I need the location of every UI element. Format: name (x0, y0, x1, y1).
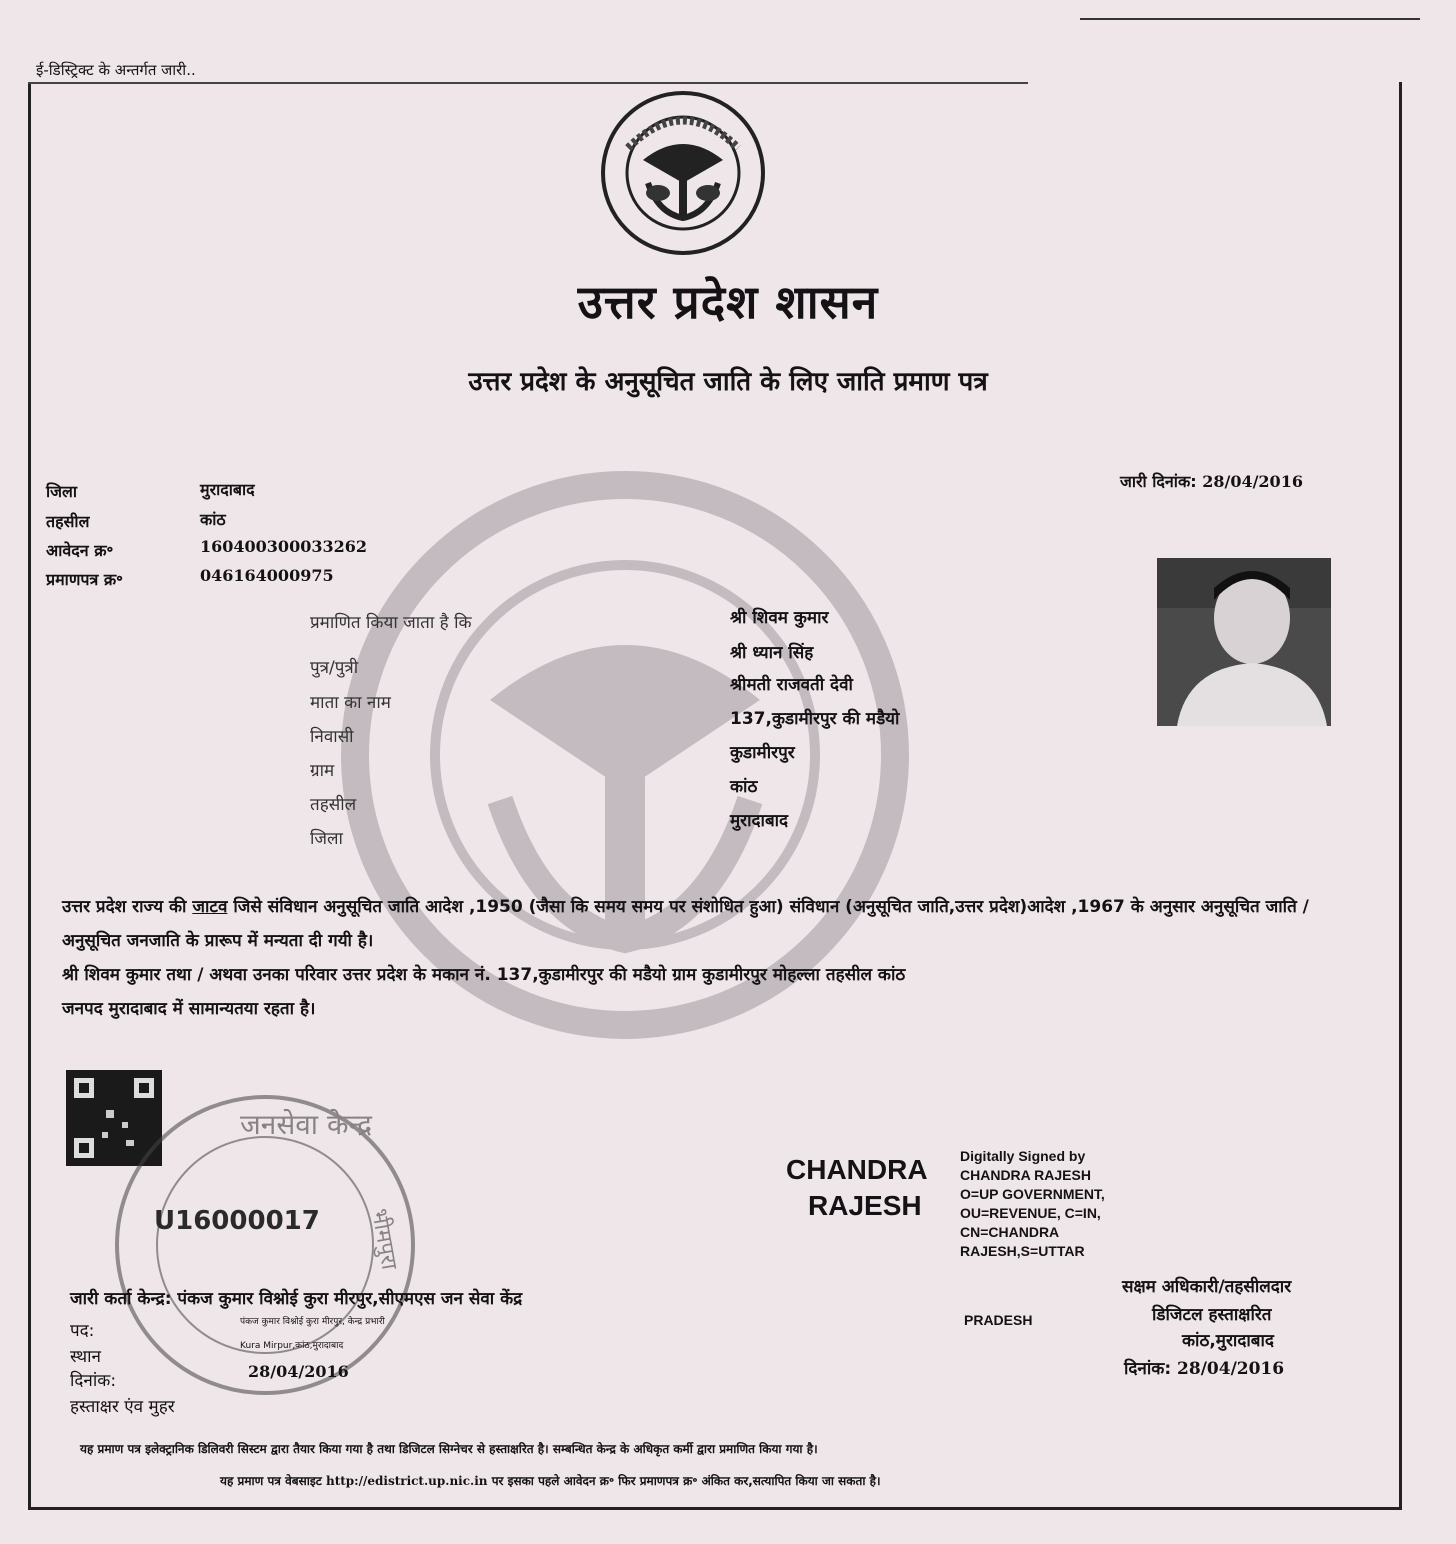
certify-label-3: माता का नाम (310, 693, 391, 713)
issue-date-value: 28/04/2016 (1202, 472, 1303, 491)
body-part-1: उत्तर प्रदेश राज्य की (62, 897, 187, 917)
stamp-number: U16000017 (154, 1206, 320, 1236)
issuer-sign-label: हस्ताक्षर एंव मुहर (70, 1397, 175, 1417)
tehsil-label: तहसील (46, 512, 90, 531)
issuing-center-value: पंकज कुमार विश्नोई कुरा मीरपुर,सीएमएस जन सेवा केंद्र (177, 1289, 523, 1309)
issuing-center (70, 1286, 522, 1309)
stamp-center-text: जनसेवा केन्द्र (240, 1108, 372, 1141)
officer-date (1124, 1356, 1284, 1379)
person-photo-icon (1157, 558, 1331, 726)
signer-name-line-1: CHANDRA (786, 1154, 928, 1185)
certificate-title: उत्तर प्रदेश के अनुसूचित जाति के लिए जाति प्रमाण पत्र (468, 367, 988, 397)
body-part-2: जिसे संविधान अनुसूचित जाति आदेश ,1950 (जैसा कि समय समय पर संशोधित हुआ) संविधान (अनुसूचित जाति,उत्तर प्रदेश)आदेश ,1967 के अनुसार अनुसूचित जाति / अनुसूचित जनजाति के प्रारूप में मन्यता दी गयी है। (62, 897, 1309, 951)
issued-under-note: ई-डिस्ट्रिक्ट के अन्तर्गत जारी.. (36, 61, 196, 79)
certificate-body-text (62, 890, 1362, 1026)
verification-url: http://edistrict.up.nic.in (325, 1474, 488, 1488)
up-government-emblem-icon (598, 88, 768, 258)
certificate-top-rule (28, 82, 1028, 84)
application-number-label: आवेदन क्र॰ (46, 541, 114, 560)
certify-value-2: श्री ध्यान सिंह (730, 643, 814, 663)
government-heading: उत्तर प्रदेश शासन (577, 275, 879, 329)
caste-name: जाटव (192, 897, 228, 917)
officer-place: कांठ,मुरादाबाद (1182, 1331, 1274, 1351)
certify-value-3: श्रीमती राजवती देवी (730, 675, 853, 695)
jan-seva-kendra-stamp-icon (110, 1090, 420, 1400)
footer-line-2 (220, 1472, 881, 1489)
body-line-4: जनपद मुरादाबाद में सामान्यतया रहता है। (62, 999, 316, 1019)
digital-signature-pradesh: PRADESH (964, 1312, 1033, 1328)
certify-label-4: निवासी (310, 727, 354, 747)
stamp-side-text: भीमपुरा (366, 1206, 402, 1272)
tehsil-value: कांठ (200, 510, 226, 529)
digital-signature-details: Digitally Signed by CHANDRA RAJESH O=UP GOVERNMENT, OU=REVENUE, C=IN, CN=CHANDRA RAJESH,S=UTTAR (960, 1148, 1105, 1259)
issuer-post-value: पंकज कुमार विश्नोई कुरा मीरपुर, केन्द्र प्रभारी (240, 1317, 385, 1327)
officer-digital-signed: डिजिटल हस्ताक्षरित (1152, 1305, 1272, 1325)
certify-label-2: पुत्र/पुत्री (310, 658, 359, 678)
certify-value-4: 137,कुडामीरपुर की मडैयो (730, 709, 900, 729)
issuer-date-value: 28/04/2016 (248, 1362, 349, 1381)
certify-value-6: कांठ (730, 777, 758, 797)
scan-edge-line (1080, 18, 1420, 20)
footer-line-1: यह प्रमाण पत्र इलेक्ट्रानिक डिलिवरी सिस्टम द्वारा तैयार किया गया है तथा डिजिटल सिग्नेचर से हस्ताक्षरित है। सम्बन्धित केन्द्र के अधिकृत कर्मी द्वारा प्रमाणित किया गया है। (80, 1442, 818, 1456)
issue-date-label: जारी दिनांक: (1120, 472, 1197, 491)
certify-value-1: श्री शिवम कुमार (730, 608, 829, 628)
certify-label-7: जिला (310, 829, 343, 849)
officer-designation: सक्षम अधिकारी/तहसीलदार (1122, 1277, 1292, 1297)
certify-label-6: तहसील (310, 795, 357, 815)
certify-label-1: प्रमाणित किया जाता है कि (310, 613, 472, 633)
certify-value-5: कुडामीरपुर (730, 743, 795, 763)
issuing-center-label: जारी कर्ता केन्द्र: (70, 1289, 172, 1309)
officer-date-value: 28/04/2016 (1177, 1359, 1285, 1379)
issuer-post-label: पद: (70, 1321, 95, 1341)
certify-label-5: ग्राम (310, 761, 335, 781)
footer-line-2-prefix: यह प्रमाण पत्र वेबसाइट (220, 1474, 322, 1488)
issue-date (1120, 470, 1303, 492)
signer-name-line-2: RAJESH (808, 1190, 922, 1221)
district-value: मुरादाबाद (200, 480, 255, 499)
applicant-photo (1157, 558, 1331, 726)
certificate-number-value: 046164000975 (200, 566, 334, 585)
certify-value-7: मुरादाबाद (730, 811, 789, 831)
issuer-place-value: Kura Mirpur,कांठ,मुरादाबाद (240, 1341, 344, 1351)
body-line-3: श्री शिवम कुमार तथा / अथवा उनका परिवार उत्तर प्रदेश के मकान नं. 137,कुडामीरपुर की मडैयो ग्राम कुडामीरपुर मोहल्ला तहसील कांठ (62, 965, 906, 985)
certificate-number-label: प्रमाणपत्र क्र॰ (46, 570, 123, 589)
footer-line-2-suffix: पर इसका पहले आवेदन क्र॰ फिर प्रमाणपत्र क्र॰ अंकित कर,सत्यापित किया जा सकता है। (491, 1474, 881, 1488)
officer-date-label: दिनांक: (1124, 1359, 1172, 1379)
issuer-date-label: दिनांक: (70, 1371, 117, 1391)
issuer-place-label: स्थान (70, 1347, 101, 1367)
application-number-value: 160400300033262 (200, 537, 367, 556)
district-label: जिला (46, 482, 78, 501)
